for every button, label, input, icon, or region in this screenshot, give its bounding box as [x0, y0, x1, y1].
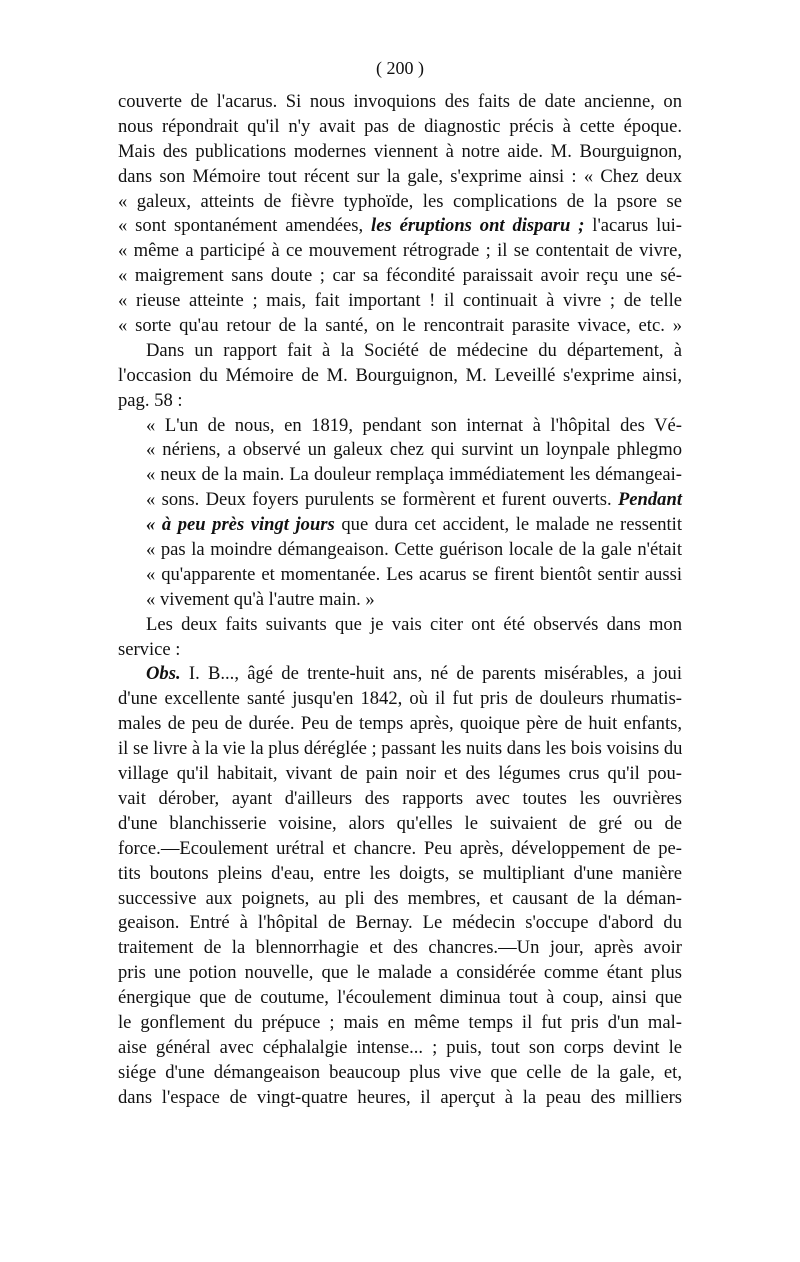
text-line: Obs. I. B..., âgé de trente-huit ans, né de parents misérables, a joui — [146, 663, 682, 685]
page-number: ( 200 ) — [376, 58, 424, 78]
text-line: « même a participé à ce mouvement rétrograde ; il se contentait de vivre, — [118, 240, 682, 262]
text-line: « nériens, a observé un galeux chez qui survint un loynpale phlegmo — [146, 439, 682, 461]
text-line: « neux de la main. La douleur remplaça immédiatement les démangeai- — [146, 464, 682, 486]
text-line: « galeux, atteints de fièvre typhoïde, les complications de la psore se — [118, 190, 682, 212]
text-line: Dans un rapport fait à la Société de médecine du département, à — [146, 339, 682, 361]
text-line: « maigrement sans doute ; car sa fécondité paraissait avoir reçu une sé- — [118, 265, 682, 287]
text-line: pag. 58 : — [118, 389, 183, 411]
text-line: « rieuse atteinte ; mais, fait important ! il continuait à vivre ; de telle — [118, 290, 682, 312]
text-line: dans son Mémoire tout récent sur la gale, s'exprime ainsi : « Chez deux — [118, 165, 682, 187]
text-line: traitement de la blennorrhagie et des chancres.—Un jour, après avoir — [118, 937, 682, 959]
text-line: aise général avec céphalalgie intense... ; puis, tout son corps devint le — [118, 1036, 682, 1058]
text-line: « L'un de nous, en 1819, pendant son internat à l'hôpital des Vé- — [146, 414, 682, 436]
text-line: « qu'apparente et momentanée. Les acarus se firent bientôt sentir aussi — [146, 563, 682, 585]
text-line: Mais des publications modernes viennent à notre aide. M. Bourguignon, — [118, 140, 682, 162]
text-line: geaison. Entré à l'hôpital de Bernay. Le médecin s'occupe d'abord du — [118, 912, 682, 934]
text-line: successive aux poignets, au pli des membres, et causant de la déman- — [118, 887, 682, 909]
text-line: « sorte qu'au retour de la santé, on le rencontrait parasite vivace, etc. » — [118, 315, 682, 337]
text-line: nous répondrait qu'il n'y avait pas de diagnostic précis à cette époque. — [118, 115, 682, 137]
text-line: village qu'il habitait, vivant de pain noir et des légumes crus qu'il pou- — [118, 763, 682, 785]
text-line: force.—Ecoulement urétral et chancre. Peu après, développement de pe- — [118, 837, 682, 859]
text-line: il se livre à la vie la plus déréglée ; passant les nuits dans les bois voisins du — [118, 738, 683, 760]
text-line: « à peu près vingt jours que dura cet accident, le malade ne ressentit — [146, 514, 683, 536]
text-line: l'occasion du Mémoire de M. Bourguignon, M. Leveillé s'exprime ainsi, — [118, 364, 682, 386]
text-line: Les deux faits suivants que je vais citer ont été observés dans mon — [146, 613, 682, 635]
text-line: dans l'espace de vingt-quatre heures, il aperçut à la peau des milliers — [118, 1086, 682, 1108]
emphasis: les éruptions ont disparu ; — [371, 215, 585, 237]
text-line: vait dérober, ayant d'ailleurs des rapports avec toutes les ouvrières — [118, 787, 682, 809]
text-line: d'une excellente santé jusqu'en 1842, où il fut pris de douleurs rhumatis- — [118, 688, 682, 710]
text-line: énergique que de coutume, l'écoulement diminua tout à coup, ainsi que — [118, 987, 682, 1009]
obs-label: Obs. — [146, 663, 181, 685]
text-line: couverte de l'acarus. Si nous invoquions des faits de date ancienne, on — [118, 91, 682, 112]
text-line: pris une potion nouvelle, que le malade a considérée comme étant plus — [118, 962, 682, 984]
text-line: « sons. Deux foyers purulents se formèrent et furent ouverts. Pendant — [146, 489, 682, 511]
text-line: service : — [118, 638, 181, 660]
text-line: d'une blanchisserie voisine, alors qu'elles le suivaient de gré ou de — [118, 812, 682, 834]
text-line: males de peu de durée. Peu de temps après, quoique père de huit enfants, — [118, 713, 682, 735]
emphasis: Pendant — [617, 489, 682, 511]
text-line: le gonflement du prépuce ; mais en même temps il fut pris d'un mal- — [118, 1011, 682, 1033]
text-line: siége d'une démangeaison beaucoup plus vive que celle de la gale, et, — [118, 1061, 682, 1083]
text-line: « pas la moindre démangeaison. Cette guérison locale de la gale n'était — [146, 539, 682, 561]
text-line: « sont spontanément amendées, les éruptions ont disparu ; l'acarus lui- — [118, 215, 682, 237]
text-line: tits boutons pleins d'eau, entre les doigts, se multipliant d'une manière — [118, 862, 682, 884]
text-line: « vivement qu'à l'autre main. » — [146, 588, 375, 610]
emphasis: « à peu près vingt jours — [146, 514, 335, 536]
body-text — [118, 90, 682, 1111]
